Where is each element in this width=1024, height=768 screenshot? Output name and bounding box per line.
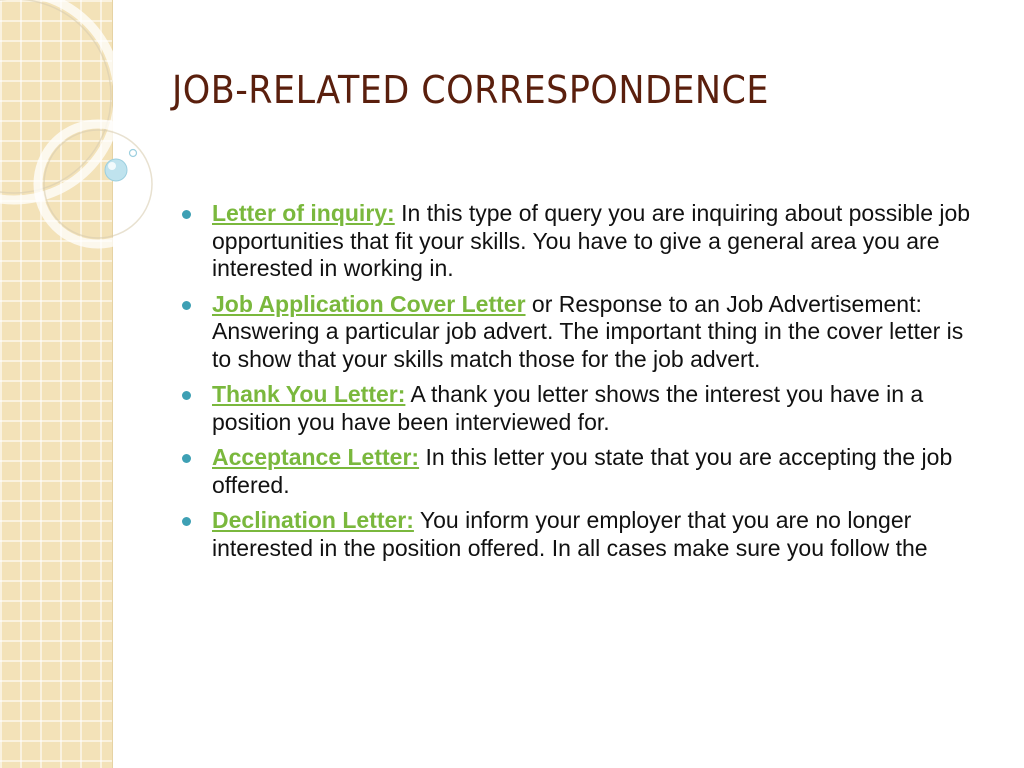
bullet-dot-icon [182,301,191,310]
bullet-text: In this letter you state that you are accepting the job offered. [212,444,953,498]
bullet-item-acceptance-letter [178,444,988,499]
bullet-list [178,200,988,570]
bullet-term: Declination Letter: [212,507,414,533]
bullet-dot-icon [182,454,191,463]
bullet-term: Acceptance Letter: [212,444,420,470]
bullet-text: You inform your employer that you are no longer interested in the position offered. In all cases make sure you follow the [212,507,928,561]
bullet-text: In this type of query you are inquiring about possible job opportunities that fit your skills. You have to give a general area you are interested in working in. [212,200,971,281]
bullet-item-declination-letter [178,507,988,562]
bullet-term: Letter of inquiry: [212,200,395,226]
bullet-term: Thank You Letter: [212,381,406,407]
bullet-dot-icon [182,517,191,526]
bullet-item-letter-of-inquiry [178,200,988,283]
bullet-dot-icon [182,391,191,400]
decorative-grid-band [0,0,113,768]
bullet-item-thank-you-letter [178,381,988,436]
bullet-text: A thank you letter shows the interest you have in a position you have been interviewed for. [212,381,924,435]
bullet-term: Job Application Cover Letter [212,290,526,317]
bullet-dot-icon [182,210,191,219]
bullet-text: or Response to an Job Advertisement: Answering a particular job advert. The important thing in the cover letter is to show that your skills match those for the job advert. [212,290,964,372]
bullet-item-cover-letter [178,291,988,374]
slide-title: JOB-RELATED CORRESPONDENCE [172,68,769,112]
